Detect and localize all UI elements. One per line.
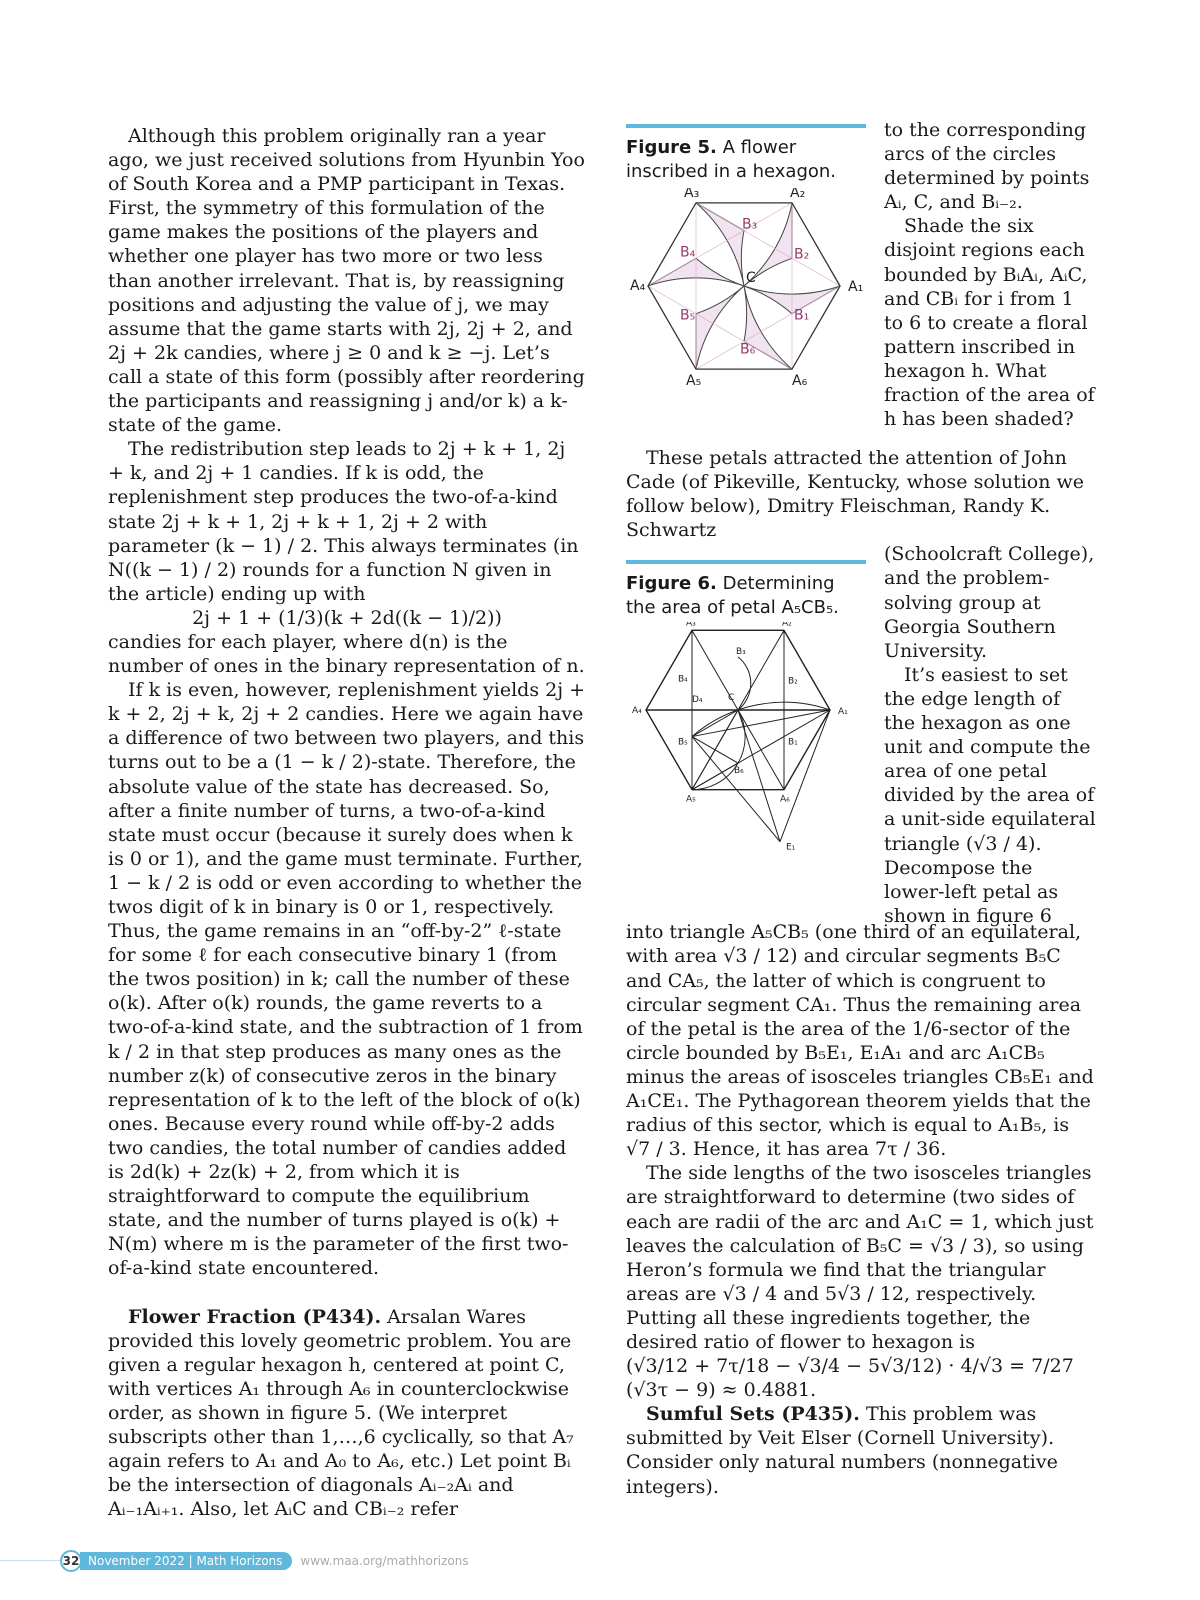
footer-url: www.maa.org/mathhorizons [300,1554,469,1568]
paragraph: candies for each player, where d(n) is the number of ones in the binary representation of n. [108,630,585,678]
center-label: C [728,693,735,704]
point-label: B₁ [788,737,798,748]
petal-arc [692,703,830,737]
paragraph: into triangle A₅CB₅ (one third of an equilateral, with area √3 / 12) and circular segments B₅C and CA₅, the latter of which is congruent to circular segment CA₁. Thus the remaining area of the petal is the area of the 1/6-sector of the circle bounded by B₅E₁, E₁A₁ and arc A₁CB₅ minus the areas of isosceles triangles CB₅E₁ and A₁CE₁. The Pythagorean theorem yields that the radius of this sector, which is equal to A₁B₅, is √7 / 3. Hence, it has area 7τ / 36. [626,921,1094,1161]
construction-line [692,763,738,790]
paragraph-text: This problem was submitted by Veit Elser (Cornell University). Consider only natural numbers (nonnegative integers). [626,1403,1058,1498]
petal-area-diagram [626,622,866,882]
footer-line [0,1560,60,1561]
figure-rule [626,124,866,128]
figure-label: Figure 5. [626,137,717,158]
petal-arc [692,710,745,790]
vertex-label: A₅ [686,795,696,806]
figure-caption-text: A flower inscribed in a hexagon. [626,137,837,182]
point-label: B₆ [734,766,744,777]
point-label: B₁ [794,307,810,324]
vertex-label: A₂ [782,622,792,629]
point-label: B₃ [742,216,758,233]
left-column [108,124,586,1521]
point-label: B₂ [788,676,798,687]
equation: (√3/12 + 7τ/18 − √3/4 − 5√3/12) · 4/√3 = 7/27 (√3τ − 9) ≈ 0.4881. [626,1355,1074,1402]
point-label: B₅ [678,737,688,748]
figure-label: Figure 6. [626,573,717,595]
paragraph: These petals attracted the attention of John Cade (of Pikeville, Kentucky, whose solution we follow below), Dmitry Fleischman, Randy K. Schwartz [626,447,1085,542]
construction-line [692,737,738,764]
paragraph: to the corresponding arcs of the circles determined by points Aᵢ, C, and Bᵢ₋₂. [884,119,1090,214]
paragraph: Shade the six disjoint regions each bounded by BᵢAᵢ, AᵢC, and CBᵢ for i from 1 to 6 to create a floral pattern inscribed in hexagon h. What fraction of the area of h has been shaded? [884,215,1095,431]
vertex-label: A₂ [790,188,806,201]
figure6-block [626,542,1096,927]
vertex-label: A₄ [632,706,642,717]
problem-title: Flower Fraction (P434). [128,1305,382,1328]
point-label: B₅ [680,307,696,324]
issue-tag: November 2022 | Math Horizons [80,1552,292,1570]
vertex-label: A₁ [848,279,864,295]
paragraph-text: Arsalan Wares provided this lovely geometric problem. You are given a regular hexagon h, centered at point C, with vertices A₁ through A₆ in counterclockwise order, as shown in figure 5. (We interpret subscripts other than 1,…,6 cyclically, so that A₇ again refers to A₁ and A₀ to A₆, etc.) Let point Bᵢ be the intersection of diagonals Aᵢ₋₂Aᵢ and Aᵢ₋₁Aᵢ₊₁. Also, let AᵢC and CBᵢ₋₂ refer [108,1305,574,1521]
paragraph [626,1402,1096,1498]
figure6-caption [626,572,866,620]
problem-title: Sumful Sets (P435). [646,1403,860,1426]
figure5-caption [626,136,866,184]
petal-arc [738,657,751,710]
vertex-label: A₃ [684,188,700,201]
point-label: B₃ [736,647,746,658]
point-label: B₄ [678,674,688,685]
paragraph: (Schoolcraft College), and the problem-solving group at Georgia Southern University. [884,543,1095,662]
figure-rule [626,560,866,564]
vertex-label: A₃ [686,622,696,629]
flower-hexagon-diagram [626,188,866,388]
vertex-label: A₁ [838,707,848,718]
paragraph: It’s easiest to set the edge length of the hexagon as one unit and compute the area of one petal divided by the area of a unit-side equilateral triangle (√3 / 4). Decompose the lower-left petal as shown in figure 6 [884,663,1096,927]
paragraph: The side lengths of the two isosceles triangles are straightforward to determine (two sides of each are radii of the arc and A₁C = 1, which just leaves the calculation of B₅C = √3 / 3), so using Heron’s formula we find that the triangular areas are √3 / 4 and 5√3 / 12, respectively. Putting all these ingredients together, the desired ratio of flower to hexagon is [626,1162,1094,1353]
paragraph [108,1305,586,1522]
paragraph: If k is even, however, replenishment yields 2j + k + 2, 2j + k, 2j + 2 candies. Here we again have a difference of two between two players, and this turns out to be a (1 − k / 2)-state. Therefore, the absolute value of the state has decreased. So, after a finite number of turns, a two-of-a-kind state must occur (because it surely does when k is 0 or 1), and the game must terminate. Further, 1 − k / 2 is odd or even according to whether the twos digit of k in binary is 0 or 1, respectively. Thus, the game remains in an “off-by-2” ℓ-state for some ℓ for each consecutive binary 1 (from the twos position) in k; call the number of these o(k). After o(k) rounds, the game reverts to a two-of-a-kind state, and the subtraction of 1 from k / 2 in that step produces as many ones as the number z(k) of consecutive zeros in the binary representation of k to the left of the block of o(k) ones. Because every round while off-by-2 adds two candies, the total number of candies added is 2d(k) + 2z(k) + 2, from which it is straightforward to compute the equilibrium state, and the number of turns played is o(k) + N(m) where m is the parameter of the first two-of-a-kind state encountered. [108,679,586,1280]
vertex-label: A₆ [780,795,790,806]
construction-line [692,710,830,737]
sidebar-text [884,542,1096,928]
figure-caption-text: Determining the area of petal A₅CB₅. [626,573,839,619]
point-label: D₄ [692,695,703,706]
vertex-label: A₄ [630,278,646,294]
point-label: B₆ [740,341,756,358]
point-label: B₄ [680,244,696,261]
construction-line [780,710,830,842]
paragraph: The redistribution step leads to 2j + k + 1, 2j + k, and 2j + 1 candies. If k is odd, the replenishment step produces the two-of-a-kind state 2j + k + 1, 2j + k + 1, 2j + 2 with parameter (k − 1) / 2. This always terminates (in N((k − 1) / 2) rounds for a function N given in the article) ending up with [108,438,579,605]
page-number: 32 [60,1550,82,1572]
diagonal-line [696,286,840,369]
footer [60,1550,469,1572]
vertex-label: A₆ [792,373,808,388]
point-label: E₁ [786,843,796,854]
center-label: C [746,270,756,286]
point-label: B₂ [794,246,810,263]
figure5-block [626,119,1096,442]
paragraph: Although this problem originally ran a year ago, we just received solutions from Hyunbin Yoo of South Korea and a PMP participant in Texas. First, the symmetry of this formulation of the game makes the positions of the players and whether one player has two more or two less than another irrelevant. That is, by reassigning positions and adjusting the value of j, we may assume that the game starts with 2j, 2j + 2, and 2j + 2k candies, where j ≥ 0 and k ≥ −j. Let’s call a state of this form (possibly after reordering the participants and reassigning j and/or k) a k-state of the game. [108,125,585,437]
right-column [626,119,1096,1499]
sidebar-text [884,118,1096,431]
vertex-label: A₅ [686,373,702,388]
figure6 [626,560,866,888]
figure5 [626,124,866,394]
equation: 2j + 1 + (1/3)(k + 2d((k − 1)/2)) [192,606,502,629]
diagonal-line [648,203,792,286]
